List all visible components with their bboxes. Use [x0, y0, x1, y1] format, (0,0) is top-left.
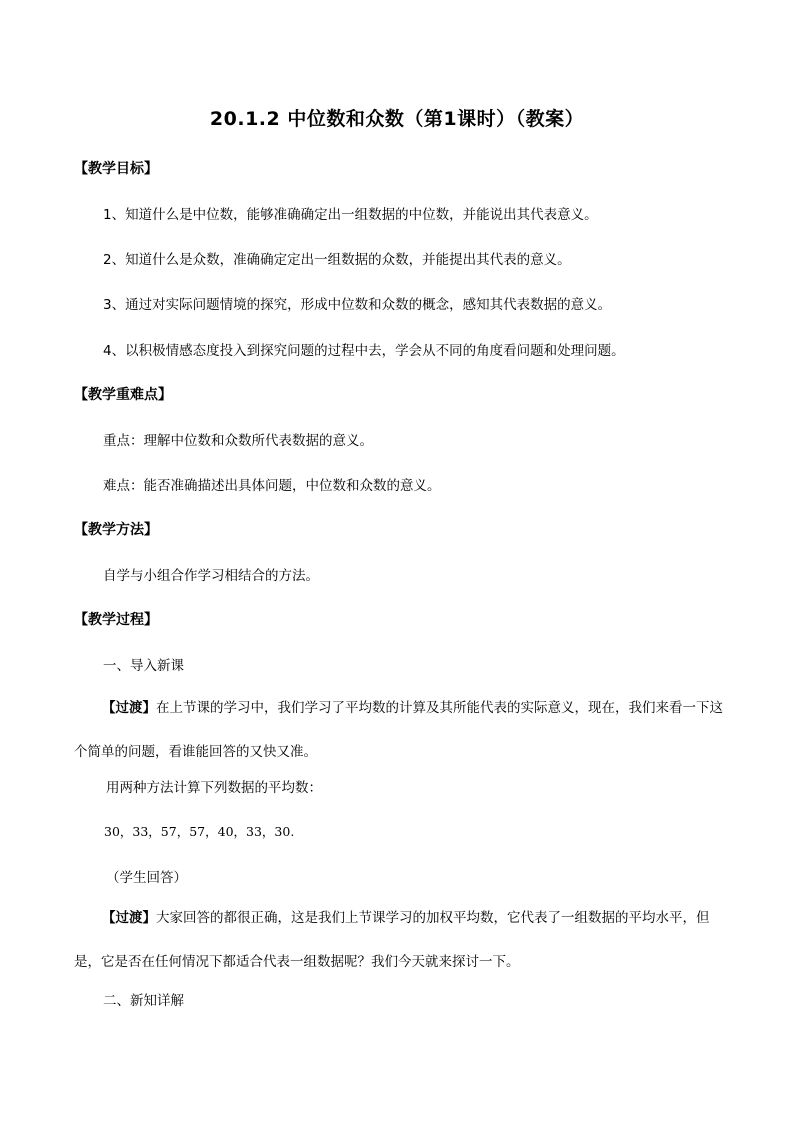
student-answer: （学生回答）	[106, 870, 187, 886]
section-heading-key-points: 【教学重难点】	[74, 387, 172, 403]
section-heading-process: 【教学过程】	[74, 612, 158, 628]
page-title: 20.1.2 中位数和众数（第1课时）（教案）	[209, 108, 585, 130]
part2-title: 二、新知详解	[103, 993, 184, 1009]
transition-paragraph-2	[74, 896, 734, 984]
transition-text-1: 在上节课的学习中，我们学习了平均数的计算及其所能代表的实际意义，现在，我们来看一下这个简单的问题，看谁能回答的又快又准。	[74, 700, 723, 760]
section-heading-method: 【教学方法】	[74, 522, 158, 538]
objective-item-1: 1、知道什么是中位数，能够准确确定出一组数据的中位数，并能说出其代表意义。	[103, 207, 598, 223]
key-point-focus: 重点：理解中位数和众数所代表数据的意义。	[103, 433, 373, 449]
part1-title: 一、导入新课	[103, 658, 184, 674]
section-heading-objectives: 【教学目标】	[74, 161, 158, 177]
transition-tag-1: 【过渡】	[102, 700, 156, 716]
objective-item-4: 4、以积极情感态度投入到探究问题的过程中去，学会从不同的角度看问题和处理问题。	[103, 343, 625, 359]
objective-item-3: 3、通过对实际问题情境的探究，形成中位数和众数的概念，感知其代表数据的意义。	[103, 297, 612, 313]
objective-item-2: 2、知道什么是众数，准确确定定出一组数据的众数，并能提出其代表的意义。	[103, 252, 571, 268]
transition-paragraph-1	[74, 686, 734, 774]
transition-text-2: 大家回答的都很正确，这是我们上节课学习的加权平均数，它代表了一组数据的平均水平，但是，它是否在任何情况下都适合代表一组数据呢？我们今天就来探讨一下。	[74, 910, 710, 970]
transition-tag-2: 【过渡】	[102, 910, 156, 926]
method-text: 自学与小组合作学习相结合的方法。	[103, 568, 319, 584]
key-point-difficulty: 难点：能否准确描述出具体问题，中位数和众数的意义。	[103, 478, 441, 494]
data-line: 30，33，57，57，40，33，30.	[104, 824, 295, 839]
task-text: 用两种方法计算下列数据的平均数：	[106, 780, 322, 796]
